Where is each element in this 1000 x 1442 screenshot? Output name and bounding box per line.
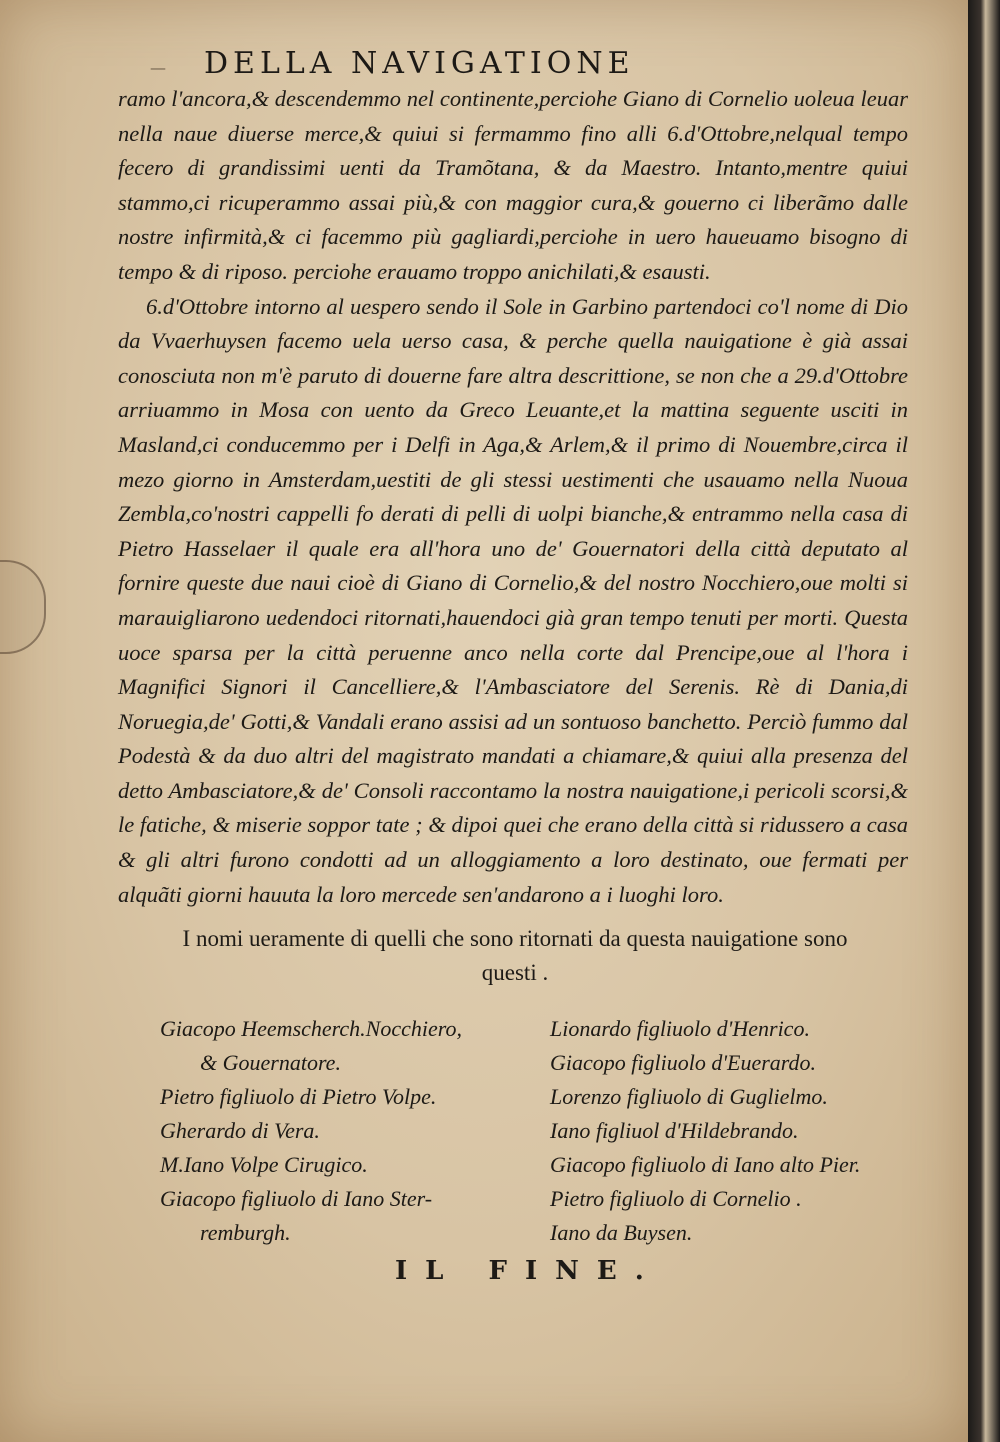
- names-list-right: [550, 1012, 910, 1250]
- list-item: Gherardo di Vera.: [160, 1118, 320, 1143]
- paragraph: ramo l'ancora,& descendemmo nel continente,perciohe Giano di Cornelio uoleua leuar nella naue diuerse merce,& quiui si fermammo fino alli 6.d'Ottobre,nelqual tempo fecero di grandissimi uenti da Tramõtana, & da Maestro. Intanto,mentre quiui stammo,ci ricuperammo assai più,& con maggior cura,& gouerno ci liberãmo dalle nostre infirmità,& ci facemmo più gagliardi,perciohe in uero haueuamo bisogno di tempo & di riposo. perciohe erauamo troppo anichilati,& esausti.: [118, 86, 908, 284]
- body-text: [118, 82, 908, 912]
- list-item: Giacopo figliuolo di Iano alto Pier.: [550, 1152, 861, 1177]
- list-item: Iano da Buysen.: [550, 1220, 693, 1245]
- list-item: M.Iano Volpe Cirugico.: [160, 1152, 368, 1177]
- list-item: Pietro figliuolo di Pietro Volpe.: [160, 1084, 437, 1109]
- list-item: Iano figliuol d'Hildebrando.: [550, 1118, 799, 1143]
- folio-mark: —: [150, 58, 166, 77]
- page-tab-mark: [0, 560, 46, 654]
- paragraph: 6.d'Ottobre intorno al uespero sendo il Sole in Garbino partendoci co'l nome di Dio da Vvaerhuysen facemo uela uerso casa, & perche quella nauigatione è già assai conosciuta non m'è paruto di douerne fare altra descrittione, se non che a 29.d'Ottobre arriuammo in Mosa con uento da Greco Leuante,et la mattina seguente usciti in Masland,ci conducemmo per i Delfi in Aga,& Arlem,& il primo di Nouembre,circa il mezo giorno in Amsterdam,uestiti de gli stessi uestimenti che usauamo nella Nuoua Zembla,co'nostri cappelli fo derati di pelli di uolpi bianche,& entrammo nella casa di Pietro Hasselaer il quale era all'hora uno de' Gouernatori della città deputato al fornire queste due naui cioè di Giano di Cornelio,& del nostro Nocchiero,oue molti si marauigliarono uedendoci ritornati,hauendoci già gran tempo tenuti per morti. Questa uoce sparsa per la città peruenne anco nella corte dal Prencipe,oue al l'hora i Magnifici Signori il Cancelliere,& l'Ambasciatore del Serenis. Rè di Dania,di Noruegia,de' Gotti,& Vandali erano assisi ad un sontuoso banchetto. Perciò fummo dal Podestà & da duo altri del magistrato mandati a chiamare,& quiui alla presenza del detto Ambasciatore,& de' Consoli raccontamo la nostra nauigatione,i pericoli scorsi,& le fatiche, & miserie soppor tate ; & dipoi quei che erano della città si ridussero a casa & gli altri furono condotti ad un alloggiamento a loro destinato, oue fermati per alquãti giorni hauuta la loro mercede sen'andarono a i luoghi loro.: [118, 293, 908, 907]
- list-item: Giacopo figliuolo di Iano Ster- remburgh.: [160, 1186, 433, 1245]
- list-item: Giacopo figliuolo d'Euerardo.: [550, 1050, 817, 1075]
- list-item: Lionardo figliuolo d'Henrico.: [550, 1016, 810, 1041]
- list-item: Giacopo Heemscherch.Nocchiero, & Gouernatore.: [160, 1016, 462, 1075]
- header-title: DELLA NAVIGATIONE: [204, 46, 635, 81]
- book-gutter-edge: [968, 0, 1000, 1442]
- running-header: [150, 46, 870, 81]
- list-item: Pietro figliuolo di Cornelio .: [550, 1186, 802, 1211]
- names-intro: I nomi ueramente di quelli che sono ritornati da questa nauigatione sono questi .: [182, 926, 848, 985]
- list-item: Lorenzo figliuolo di Guglielmo.: [550, 1084, 828, 1109]
- colophon: IL FINE.: [395, 1256, 662, 1286]
- names-list-left: [160, 1012, 530, 1250]
